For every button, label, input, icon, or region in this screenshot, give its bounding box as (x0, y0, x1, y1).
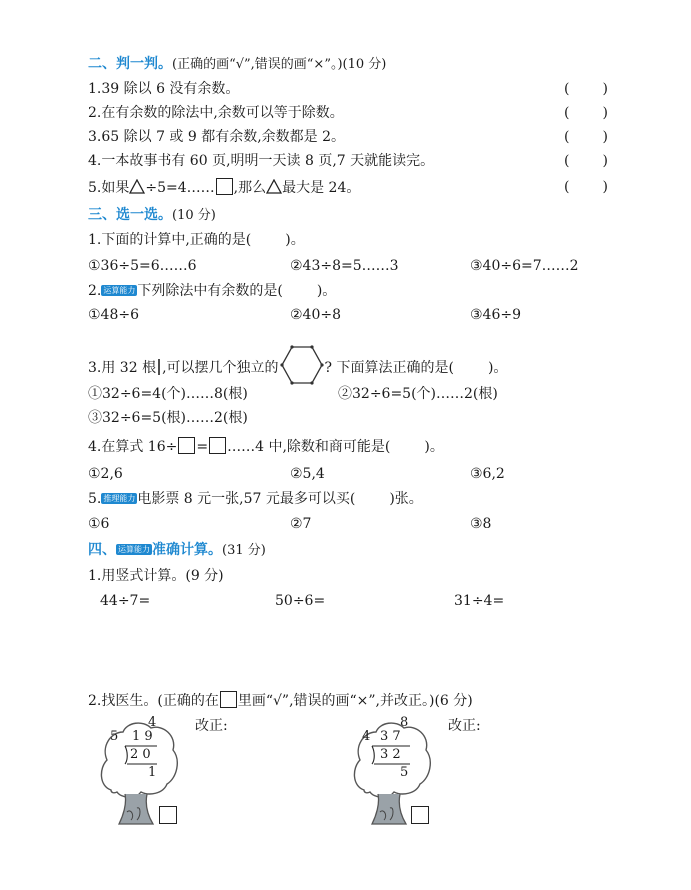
section-4-heading (88, 541, 266, 560)
option-q5-c[interactable]: ③8 (470, 516, 492, 532)
judge-item-5 (88, 178, 360, 197)
calc-q2 (88, 691, 473, 710)
tree2-quotient: 8 (400, 715, 409, 730)
choice-q3-text3: ? 下面算法正确的是( (324, 360, 454, 376)
judge-item-3: 3.65 除以 7 或 9 都有余数,余数都是 2。 (88, 129, 346, 145)
skill-badge: 运算能力 (103, 286, 136, 295)
answer-box[interactable] (216, 178, 233, 195)
option-q2-c[interactable]: ③46÷9 (470, 307, 522, 323)
tree2-dividend: 3 7 (380, 729, 401, 744)
choice-q3-text2: ,可以摆几个独立的 (162, 360, 279, 376)
skill-badge: 推理能力 (103, 494, 136, 503)
calc-q2-text1: 2.找医生。(正确的在 (88, 693, 219, 709)
choice-q3-close: )。 (487, 360, 508, 376)
calc-expr-3: 31÷4= (454, 593, 505, 609)
tree1-divisor: 5 (110, 729, 119, 744)
tree1-quotient: 4 (148, 715, 157, 730)
judge-item-1: 1.39 除以 6 没有余数。 (88, 81, 240, 97)
judge-item-5-prefix: 5.如果 (88, 180, 130, 196)
triangle-icon (129, 179, 145, 194)
option-q1-b[interactable]: ②43÷8=5……3 (290, 258, 399, 274)
option-q5-b[interactable]: ②7 (290, 516, 312, 532)
option-q3-b[interactable]: ②32÷6=5(个)……2(根) (338, 386, 498, 402)
choice-q4-text3: ……4 中,除数和商可能是( (227, 439, 391, 455)
section-4-note: (31 分) (222, 543, 266, 558)
calc-q2-text2: 里画“√”,错误的画“×”,并改正。)(6 分) (237, 693, 473, 709)
section-2-title: 二、判一判。 (88, 56, 172, 72)
skill-badge: 运算能力 (118, 545, 150, 554)
correction-label-2: 改正: (448, 718, 481, 734)
judge-item-5-suffix: ,那么 (233, 180, 267, 196)
option-q3-a[interactable]: ①32÷6=4(个)……8(根) (88, 386, 248, 402)
worksheet-page: 二、判一判。(正确的画“√”,错误的画“×”。)(10 分) 1.39 除以 6 没有余数。 2.在有余数的除法中,余数可以等于除数。 3.65 除以 7 或 9 都有余数,余数都是 2。 4.一本故事书有 60 页,明明一天读 8 页,7 天就能读完。 5.如果 ÷5=4…… ,那么 最大是 24。 ( ) ( ) ( ) ( ) ( ) 三、选一选。(10 分) 1.下面的计算中,正确的是( )。 ①36÷5=6……6 ②43÷8=5……3 ③40÷6=7……2 2. 运算能力 下列除法中有余数的是( )。 ①48÷6 ②40÷8 ③46÷9 3.用 32 根 ,可以摆几个独立的 ? 下面算法正确的是( )。 ①32÷6=4(个)……8(根) ②32÷6=5(个)……2(根) ③32÷6=5(根)……2(根) 4.在算式 16÷ = ……4 中,除数和商可能是( )。 ①2,6 ②5,4 ③6,2 5. 推理能力 电影票 8 元一张,57 元最多可以买( )张。 ①6 ②7 ③8 四、 运算能力 准确计算。(31 分) 1.用竖式计算。(9 分) 44÷7= 50÷6= 31÷4= 2.找医生。(正确的在 里画“√”,错误的画“×”,并改正。)(6 分) 改正: 改正: 4 5 1 9 2 0 1 8 4 3 7 3 2 5 (0, 0, 691, 890)
answer-box[interactable] (209, 437, 226, 454)
section-2-note: (正确的画“√”,错误的画“×”。)(10 分) (172, 57, 387, 72)
choice-q5-text: 电影票 8 元一张,57 元最多可以买( (137, 491, 356, 507)
section-3-title: 三、选一选。 (88, 207, 172, 223)
choice-q4-text2: = (196, 439, 209, 455)
choice-q5-num: 5. (88, 491, 102, 507)
answer-checkbox-2[interactable] (411, 806, 429, 824)
option-q2-b[interactable]: ②40÷8 (290, 307, 342, 323)
choice-q4-close: )。 (424, 439, 444, 455)
calc-q1-text: 1.用竖式计算。(9 分) (88, 568, 224, 584)
tree1-remainder: 1 (148, 765, 157, 780)
choice-q1-close: )。 (285, 232, 305, 248)
answer-checkbox-1[interactable] (159, 806, 177, 824)
choice-q5 (88, 490, 423, 508)
judge-item-4: 4.一本故事书有 60 页,明明一天读 8 页,7 天就能读完。 (88, 153, 435, 169)
answer-box (220, 691, 237, 708)
option-q5-a[interactable]: ①6 (88, 516, 110, 532)
choice-q2-num: 2. (88, 283, 102, 299)
judge-item-5-end: 最大是 24。 (282, 180, 361, 196)
tree2-product: 3 2 (380, 747, 401, 762)
calc-expr-2: 50÷6= (275, 593, 326, 609)
triangle-icon (266, 179, 282, 194)
choice-q5-close: )张。 (389, 491, 423, 507)
section-3-note: (10 分) (172, 208, 216, 223)
section-4-title: 准确计算。 (152, 542, 222, 558)
judge-item-5-mid: ÷5=4…… (145, 180, 215, 196)
choice-q1 (88, 231, 305, 249)
choice-q3-text1: 3.用 32 根 (88, 360, 157, 376)
choice-q2-text: 下列除法中有余数的是( (137, 283, 283, 299)
judge-item-2: 2.在有余数的除法中,余数可以等于除数。 (88, 105, 344, 121)
tree1-product: 2 0 (130, 747, 151, 762)
section-2-heading (88, 55, 386, 74)
option-q1-a[interactable]: ①36÷5=6……6 (88, 258, 197, 274)
choice-q2 (88, 282, 336, 300)
option-q1-c[interactable]: ③40÷6=7……2 (470, 258, 579, 274)
tree1-dividend: 1 9 (132, 729, 153, 744)
option-q2-a[interactable]: ①48÷6 (88, 307, 140, 323)
option-q4-a[interactable]: ①2,6 (88, 466, 123, 482)
choice-q2-close: )。 (316, 283, 337, 299)
section-3-heading (88, 206, 216, 225)
option-q4-c[interactable]: ③6,2 (470, 466, 505, 482)
choice-q3 (88, 344, 507, 386)
option-q3-c[interactable]: ③32÷6=5(根)……2(根) (88, 410, 248, 426)
hexagon-icon (279, 344, 325, 386)
choice-q4-text1: 4.在算式 16÷ (88, 439, 178, 455)
calc-expr-1: 44÷7= (100, 593, 151, 609)
answer-box[interactable] (178, 437, 195, 454)
option-q4-b[interactable]: ②5,4 (290, 466, 325, 482)
section-4-prefix: 四、 (88, 542, 116, 558)
tree2-divisor: 4 (362, 729, 371, 744)
choice-q1-text: 1.下面的计算中,正确的是( (88, 232, 252, 248)
choice-q4 (88, 437, 444, 456)
correction-label-1: 改正: (195, 718, 228, 734)
tree2-remainder: 5 (400, 765, 409, 780)
